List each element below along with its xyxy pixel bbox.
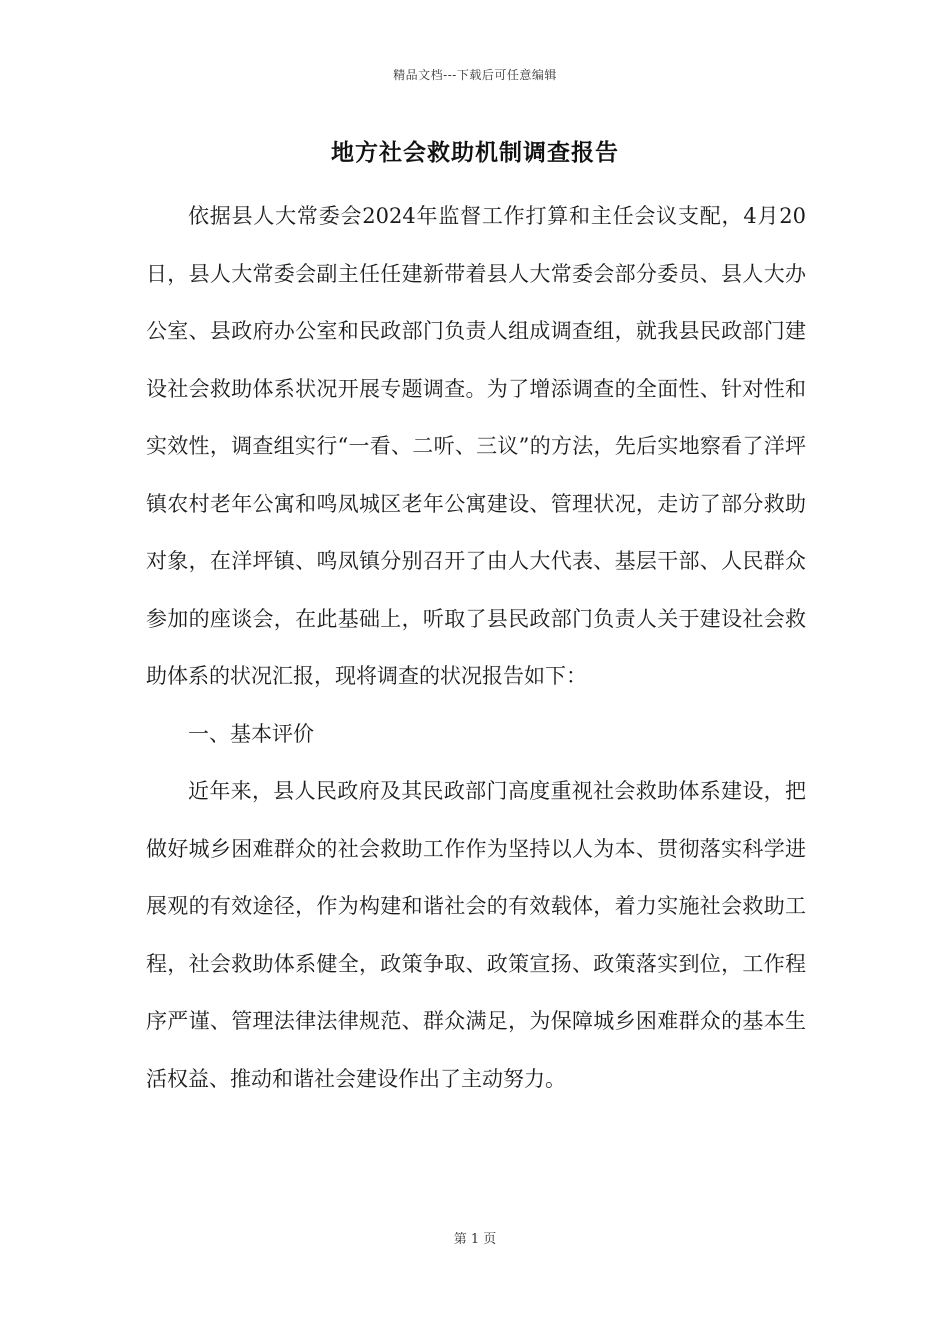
page-number: 第 1 页 <box>453 1232 497 1247</box>
section-heading: 一、基本评价 <box>188 721 314 746</box>
document-body <box>146 188 806 1108</box>
header-note: 精品文档---下载后可任意编辑 <box>393 68 557 82</box>
paragraph-evaluation: 近年来，县人民政府及其民政部门高度重视社会救助体系建设，把做好城乡困难群众的社会救助工作作为坚持以人为本、贯彻落实科学进展观的有效途径，作为构建和谐社会的有效载体，着力实施社会救助工程，社会救助体系健全，政策争取、政策宣扬、政策落实到位，工作程序严谨、管理法律法律规范、群众满足，为保障城乡困难群众的基本生活权益、推动和谐社会建设作出了主动努力。 <box>146 779 806 1091</box>
paragraph-intro: 依据县人大常委会2024年监督工作打算和主任会议支配，4月20日，县人大常委会副主任任建新带着县人大常委会部分委员、县人大办公室、县政府办公室和民政部门负责人组成调查组，就我县民政部门建设社会救助体系状况开展专题调查。为了增添调查的全面性、针对性和实效性，调查组实行“一看、二听、三议”的方法，先后实地察看了洋坪镇农村老年公寓和鸣凤城区老年公寓建设、管理状况，走访了部分救助对象，在洋坪镇、鸣凤镇分别召开了由人大代表、基层干部、人民群众参加的座谈会，在此基础上，听取了县民政部门负责人关于建设社会救助体系的状况汇报，现将调查的状况报告如下： <box>146 204 806 688</box>
document-title: 地方社会救助机制调查报告 <box>331 139 619 166</box>
